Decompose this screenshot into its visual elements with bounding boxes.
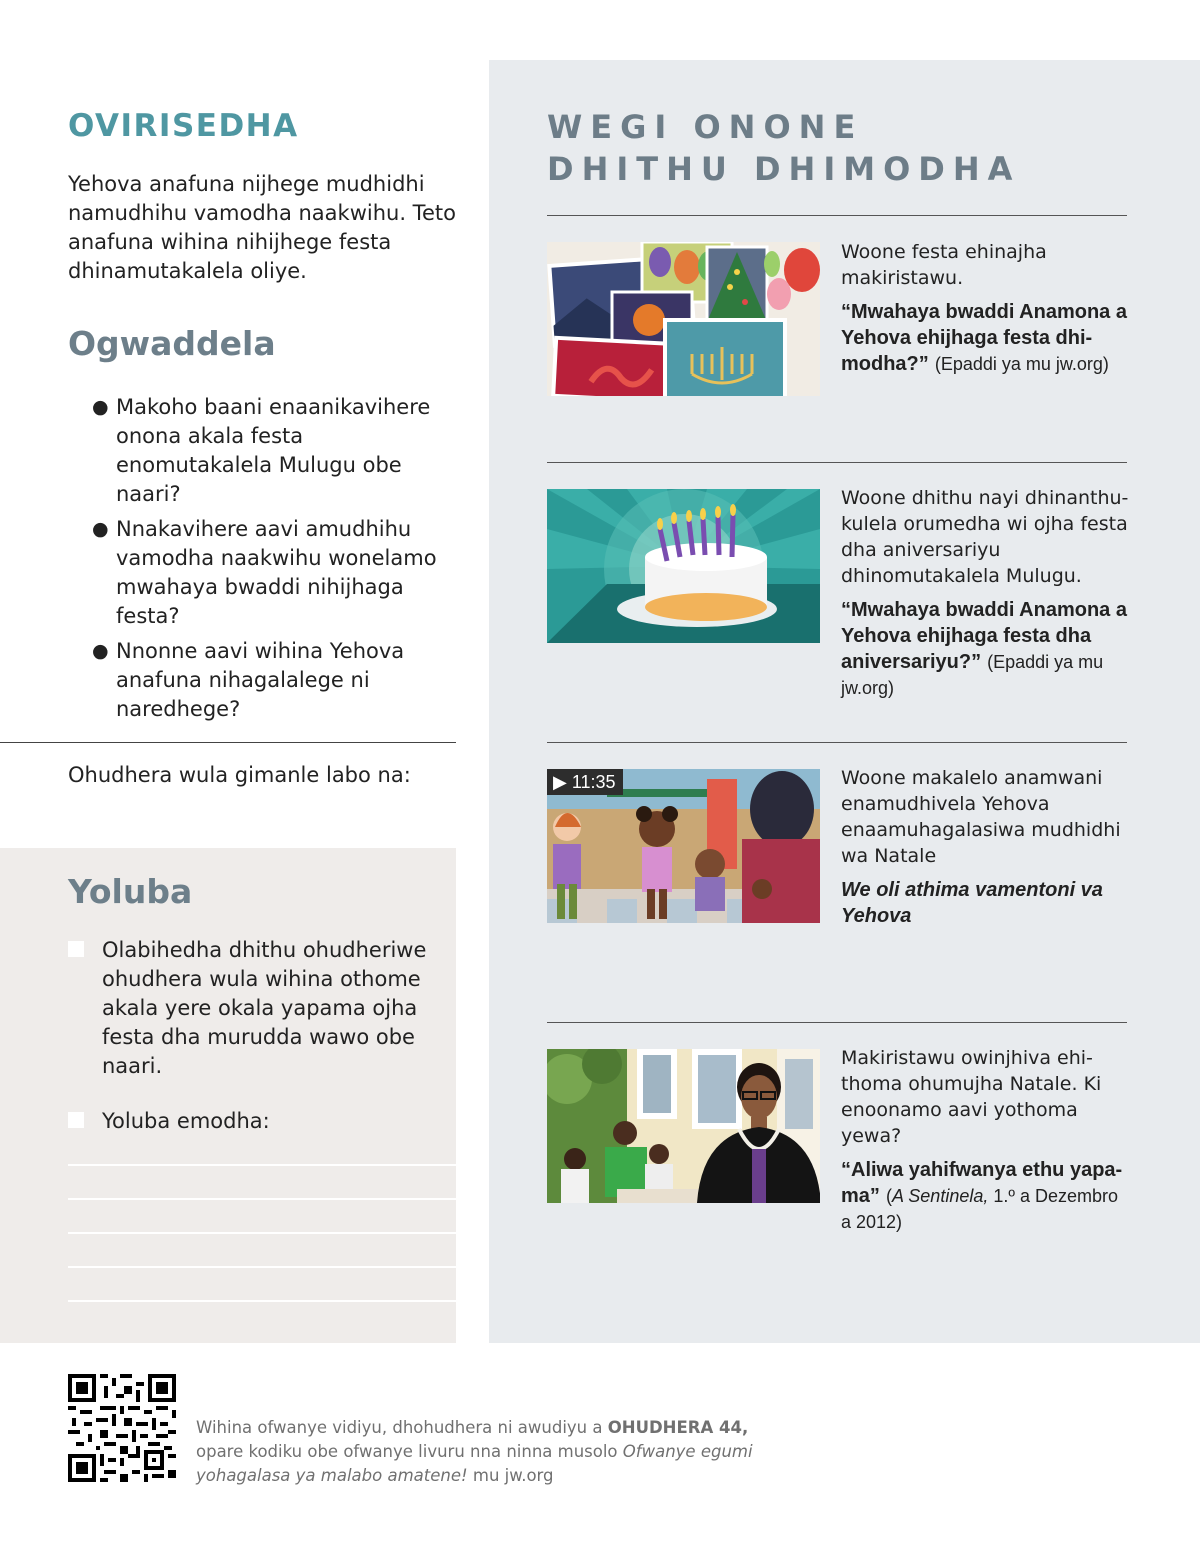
review-question: ● Nnakavihere aavi amudhihu vamodha naakwihu wonelamo mwahaya bwaddi nihijhaga festa? (92, 517, 437, 628)
review-question: ● Makoho baani enaanikavihere onona akala festa enomutakalela Mulugu obe naari? (92, 395, 431, 506)
write-line[interactable] (68, 1198, 456, 1200)
goal-item: Yoluba emodha: (68, 1107, 438, 1136)
item-source: (Epaddi ya mu jw.org) (934, 354, 1109, 374)
article-title-link[interactable]: “Aliwa yahifwanya ethu yapama” (841, 1159, 1123, 1207)
item-reference (841, 299, 1131, 377)
article-title-link[interactable]: “Mwahaya bwaddi Anamona a Yehova ehijhaga festa dha aniversariyu?” (841, 599, 1127, 673)
summary-text: Yehova anafuna nijhege mudhidhi namudhihu vamodha naakwihu. Teto anafuna wihina nihijhege festa dhinamutakalela oliye. (68, 172, 456, 283)
divider (0, 742, 456, 743)
divider (547, 462, 1127, 463)
woman-portrait-image[interactable] (547, 1049, 820, 1203)
qr-code-icon[interactable] (68, 1374, 176, 1482)
birthday-cake-image[interactable] (547, 489, 820, 643)
item-reference (841, 597, 1131, 701)
item-reference (841, 1157, 1131, 1235)
explore-heading-line2: DHITHU DHIMODHA (547, 150, 1021, 188)
bullet-icon: ● (92, 396, 109, 418)
review-questions (92, 393, 462, 730)
item-reference (841, 877, 1131, 929)
explore-item-text (841, 239, 1131, 377)
write-line[interactable] (68, 1266, 456, 1268)
divider (547, 742, 1127, 743)
goals-heading: Yoluba (68, 872, 193, 911)
video-thumbnail[interactable] (547, 769, 820, 923)
footer-link[interactable]: mu jw.org (472, 1466, 554, 1485)
article-title-link[interactable]: “Mwahaya bwaddi Anamona a Yehova ehijhaga festa dhimodha?” (841, 301, 1127, 375)
goals-box (0, 848, 456, 1343)
write-line[interactable] (68, 1300, 456, 1302)
book-title: Ofwanye egumi yohagalasa ya malabo amatene! (196, 1442, 753, 1485)
bullet-icon: ● (92, 640, 109, 662)
play-icon: ▶ (553, 772, 567, 792)
checkbox-icon[interactable] (68, 1112, 84, 1128)
video-duration-badge: ▶ 11:35 (547, 769, 623, 795)
explore-item-text (841, 485, 1131, 701)
write-line[interactable] (68, 1232, 456, 1234)
review-question: ● Nnonne aavi wihina Yehova anafuna nihagalalege ni naredhege? (92, 639, 405, 721)
bullet-icon: ● (92, 518, 109, 540)
holiday-cards-image[interactable] (547, 242, 820, 396)
video-title-link[interactable]: We oli athima vamentoni va Yehova (841, 879, 1103, 927)
explore-heading-line1: WEGI ONONE (547, 108, 864, 146)
footer-note: Wihina ofwanye vidiyu, dhohudhera ni awudiyu a OHUDHERA 44, opare kodiku obe ofwanye livuru nna ninna musolo Ofwanye egumi yohagalasa ya malabo amatene! mu jw.org (196, 1418, 753, 1485)
item-source: (Epaddi ya mu jw.org) (841, 652, 1104, 698)
item-description: Woone dhithu nayi dhinanthukulela orumedha wi ojha festa dha aniversariyu dhinomutakalela Mulugu. (841, 487, 1129, 587)
checkbox-icon[interactable] (68, 941, 84, 957)
item-description: Woone makalelo anamwani enamudhivela Yehova enaamuhagalasiwa mudhidhi wa Natale (841, 767, 1121, 867)
explore-item-text (841, 765, 1131, 929)
goal-item: Olabihedha dhithu ohudheriwe ohudhera wula wihina othome akala yere okala yapama ojha festa dha murudda wawo obe naari. (68, 936, 438, 1081)
source-publication: A Sentinela, (891, 1186, 989, 1206)
write-line[interactable] (68, 1164, 456, 1166)
share-prompt: Ohudhera wula gimanle labo na: (68, 763, 411, 787)
divider (547, 1022, 1127, 1023)
lesson-reference: OHUDHERA 44, (607, 1418, 749, 1437)
item-description: Woone festa ehinajha makiristawu. (841, 241, 1047, 289)
explore-item-text (841, 1045, 1131, 1235)
source-date: 1.º a Dezembro a 2012) (841, 1186, 1119, 1232)
divider (547, 215, 1127, 216)
review-heading: Ogwaddela (68, 324, 276, 363)
explore-heading (547, 106, 1020, 190)
item-source: (A Sentinela, 1.º a Dezembro a 2012) (841, 1186, 1119, 1232)
item-description: Makiristawu owinjhiva ehithoma ohumujha Natale. Ki enoonamo aavi yothoma yewa? (841, 1047, 1102, 1147)
summary-heading: OVIRISEDHA (68, 108, 299, 144)
